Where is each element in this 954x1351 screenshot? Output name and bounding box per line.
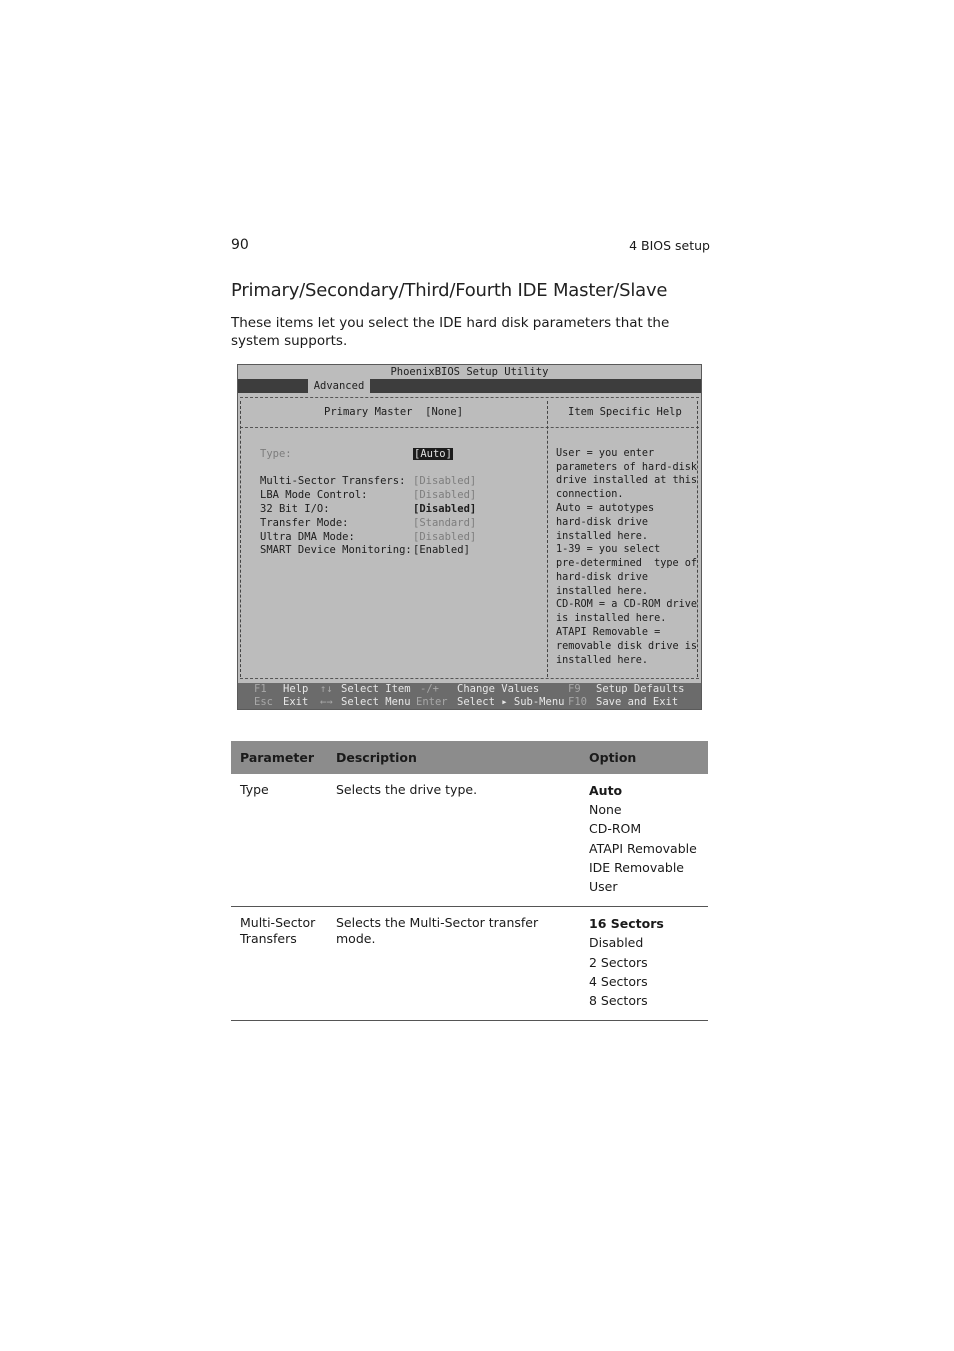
bios-type-selected: [Auto] xyxy=(414,448,452,460)
parameter-table xyxy=(231,741,708,1021)
description-cell xyxy=(327,907,580,1021)
param-name: Type xyxy=(240,782,269,797)
param-description: Selects the drive type. xyxy=(336,782,478,797)
bios-footer-key: ↑↓ xyxy=(320,683,333,695)
bios-help-line: pre-determined type of xyxy=(556,558,698,569)
default-option: 16 Sectors xyxy=(589,916,664,932)
option-item: Disabled xyxy=(589,935,644,951)
bios-footer-label: Select ▸ Sub-Menu xyxy=(457,696,565,708)
table-header-row xyxy=(231,741,708,774)
bios-footer xyxy=(238,683,701,709)
bios-item-32bit-label: 32 Bit I/O: xyxy=(260,503,330,515)
bios-footer-key: Esc xyxy=(254,696,273,708)
bios-item-transfer-label: Transfer Mode: xyxy=(260,517,349,529)
bios-help-line: installed here. xyxy=(556,586,649,597)
bios-divider-top xyxy=(240,397,699,398)
bios-footer-label: Change Values xyxy=(457,683,540,695)
bios-help-line: installed here. xyxy=(556,655,649,666)
description-cell xyxy=(327,774,580,907)
bios-tab-advanced: Advanced xyxy=(308,379,370,393)
bios-item-multisector-label: Multi-Sector Transfers: xyxy=(260,475,406,487)
table-row xyxy=(231,774,708,907)
bios-footer-label: Help xyxy=(283,683,309,695)
option-item: User xyxy=(589,879,618,895)
bios-item-udma-label: Ultra DMA Mode: xyxy=(260,531,355,543)
bios-help-line: User = you enter xyxy=(556,448,655,459)
option-item: IDE Removable xyxy=(589,859,684,875)
bios-item-32bit-value: [Disabled] xyxy=(413,503,477,515)
option-item: 4 Sectors xyxy=(589,973,648,989)
param-cell xyxy=(231,774,327,907)
bios-footer-label: Select Menu xyxy=(341,696,411,708)
default-option: Auto xyxy=(589,783,623,798)
chapter-label: 4 BIOS setup xyxy=(629,238,710,253)
bios-help-line: hard-disk drive xyxy=(556,572,649,583)
bios-divider-bottom xyxy=(240,678,699,679)
bios-border-middle xyxy=(547,401,548,677)
bios-footer-label: Select Item xyxy=(341,683,411,695)
bios-left-heading: Primary Master [None] xyxy=(324,406,464,418)
bios-help-line: hard-disk drive xyxy=(556,517,649,528)
bios-help-line: installed here. xyxy=(556,531,649,542)
option-item: ATAPI Removable xyxy=(589,840,697,856)
bios-border-right xyxy=(697,401,698,677)
bios-item-smart-value: [Enabled] xyxy=(413,544,470,556)
bios-footer-key: F10 xyxy=(568,696,587,708)
bios-divider-heading xyxy=(240,427,699,428)
table-row xyxy=(231,907,708,1021)
bios-item-multisector-value: [Disabled] xyxy=(413,475,477,487)
bios-help-line: ATAPI Removable = xyxy=(556,627,661,638)
bios-item-transfer-value: [Standard] xyxy=(413,517,477,529)
bios-help-line: removable disk drive is xyxy=(556,641,698,652)
bios-help-line: parameters of hard-disk xyxy=(556,462,698,473)
bios-item-type-label: Type: xyxy=(260,448,292,460)
bios-menu-bar xyxy=(238,379,701,393)
bios-footer-label: Save and Exit xyxy=(596,696,679,708)
option-cell xyxy=(580,907,708,1021)
option-cell xyxy=(580,774,708,907)
bios-footer-key: Enter xyxy=(416,696,448,708)
bios-right-heading: Item Specific Help xyxy=(568,406,682,418)
bios-help-line: connection. xyxy=(556,489,624,500)
bios-item-lba-value: [Disabled] xyxy=(413,489,477,501)
bios-item-smart-label: SMART Device Monitoring: xyxy=(260,544,412,556)
bios-help-line: 1-39 = you select xyxy=(556,544,661,555)
bios-item-lba-label: LBA Mode Control: xyxy=(260,489,368,501)
bios-help-line: drive installed at this xyxy=(556,475,698,486)
bios-footer-key: -/+ xyxy=(420,683,439,695)
bios-help-line: is installed here. xyxy=(556,613,667,624)
intro-paragraph: These items let you select the IDE hard disk parameters that the system supports. xyxy=(231,315,670,349)
param-cell xyxy=(231,907,327,1021)
col-header-option: Option xyxy=(580,741,708,774)
bios-screenshot xyxy=(237,364,702,710)
option-item: CD-ROM xyxy=(589,821,642,837)
col-header-description: Description xyxy=(327,741,580,774)
bios-footer-key: F9 xyxy=(568,683,581,695)
option-item: None xyxy=(589,802,622,818)
page-number: 90 xyxy=(231,237,249,253)
bios-item-udma-value: [Disabled] xyxy=(413,531,477,543)
bios-title: PhoenixBIOS Setup Utility xyxy=(390,366,549,378)
bios-help-line: Auto = autotypes xyxy=(556,503,655,514)
bios-footer-key: ←→ xyxy=(320,696,333,708)
bios-footer-key: F1 xyxy=(254,683,267,695)
bios-footer-label: Exit xyxy=(283,696,309,708)
param-name: Multi-Sector Transfers xyxy=(240,915,316,947)
bios-border-left xyxy=(240,401,241,677)
section-title: Primary/Secondary/Third/Fourth IDE Master/Slave xyxy=(231,280,668,301)
bios-item-type-value xyxy=(413,448,453,460)
bios-help-line: CD-ROM = a CD-ROM drive xyxy=(556,599,698,610)
col-header-parameter: Parameter xyxy=(231,741,327,774)
option-item: 2 Sectors xyxy=(589,954,648,970)
bios-footer-label: Setup Defaults xyxy=(596,683,685,695)
param-description: Selects the Multi-Sector transfer mode. xyxy=(336,915,539,947)
option-item: 8 Sectors xyxy=(589,993,648,1009)
